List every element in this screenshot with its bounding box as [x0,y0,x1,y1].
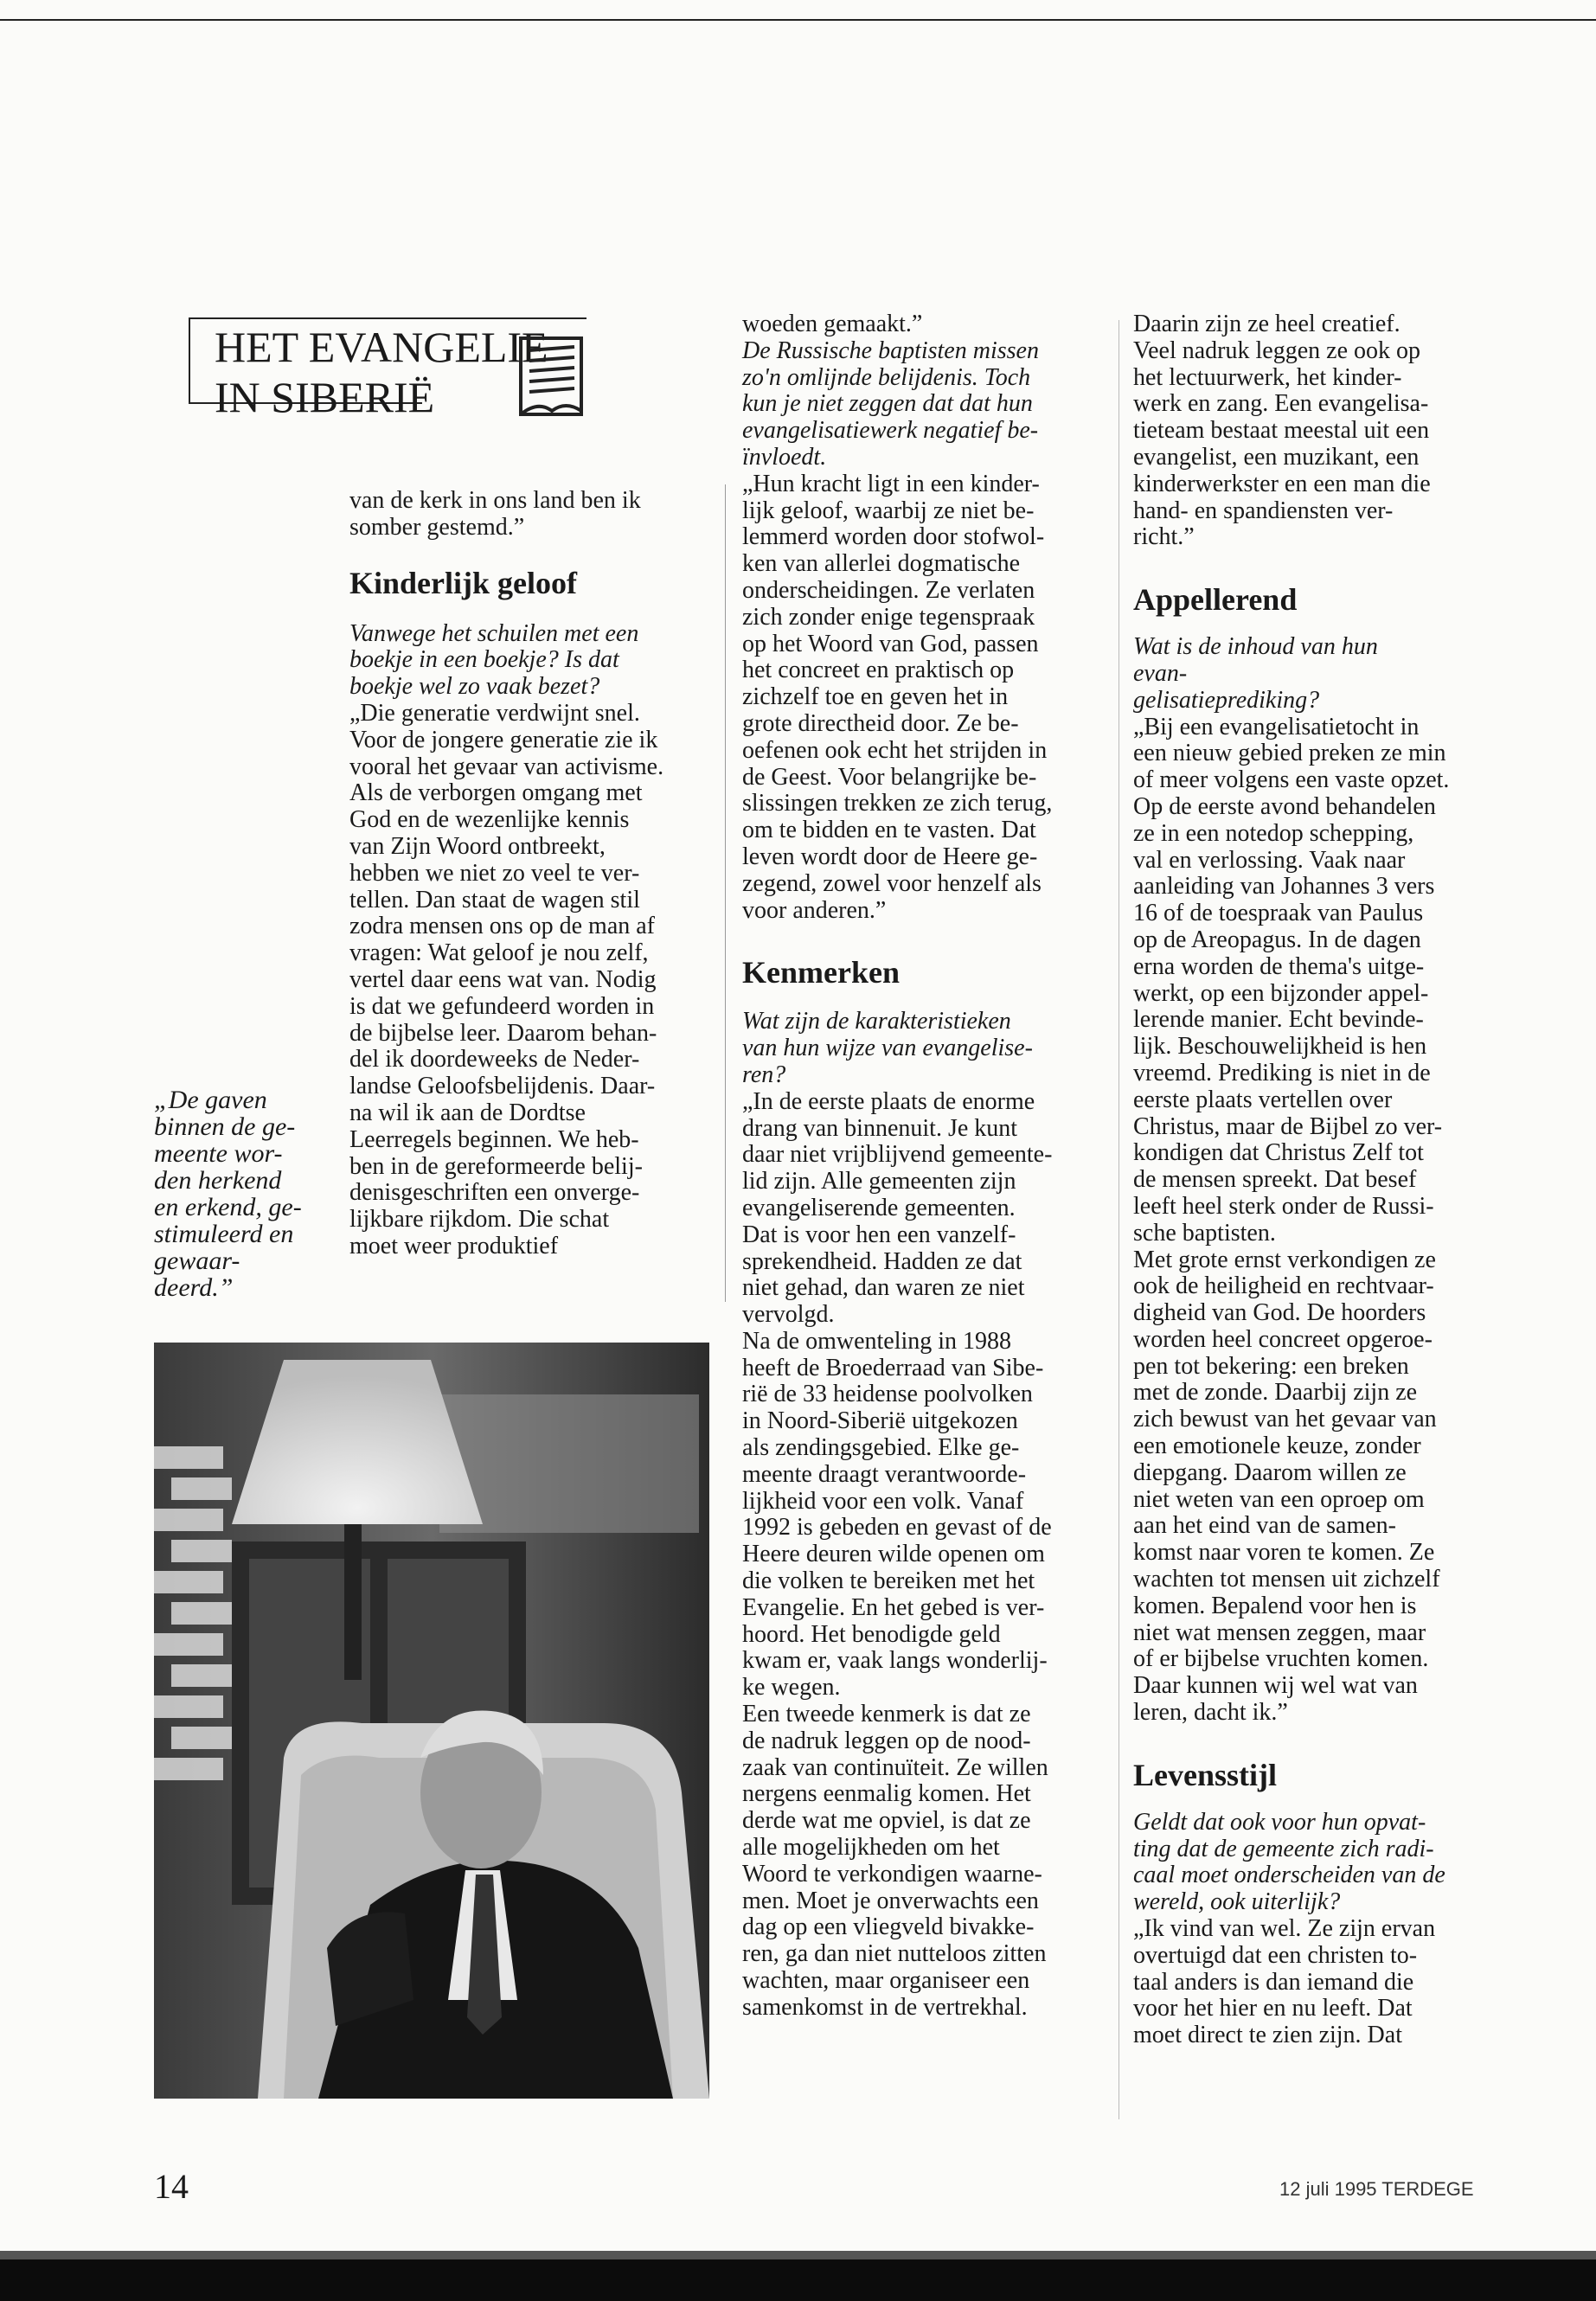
text-line: ke wegen. [742,1674,841,1702]
bottom-border [0,2259,1596,2301]
text-line: niet weten van een oproep om [1133,1485,1425,1513]
text-line: leven wordt door de Heere ge- [742,843,1038,870]
text-line: boekje in een boekje? Is dat [349,646,619,674]
pull-quote-line: gewaar- [154,1247,240,1275]
text-line: Dat is voor hen een vanzelf- [742,1221,1016,1248]
text-line: zich zonder enige tegenspraak [742,603,1035,631]
text-line: kondigen dat Christus Zelf tot [1133,1139,1424,1167]
pull-quote-line: den herkend [154,1166,282,1195]
text-line: vertel daar eens wat van. Nodig [349,965,657,993]
text-line: landse Geloofsbelijdenis. Daar- [349,1073,656,1100]
text-line: of er bijbelse vruchten komen. [1133,1645,1429,1673]
column-1 [349,488,713,1260]
text-line: diepgang. Daarom willen ze [1133,1458,1407,1486]
text-line: zich bewust van het gevaar van [1133,1406,1437,1433]
text-line: ting dat de gemeente zich radi- [1133,1835,1434,1862]
text-line: voor het hier en nu leeft. Dat [1133,1995,1413,2022]
text-line: van Zijn Woord ontbreekt, [349,832,606,860]
text-line: tieteam bestaat meestal uit een [1133,417,1430,445]
text-line: Vanwege het schuilen met een [349,619,639,647]
text-line: slissingen trekken ze zich terug, [742,790,1053,817]
text-line: Als de verborgen omgang met [349,779,643,807]
interview-question [349,621,713,701]
text-line: niet gehad, dan waren ze niet [742,1274,1025,1302]
text-line: vreemd. Prediking is niet in de [1133,1059,1431,1086]
text-line: Veel nadruk leggen ze ook op [1133,336,1420,364]
heading-kenmerken: Kenmerken [742,955,900,990]
text-line: evangeliserende gemeenten. [742,1194,1016,1221]
text-line: dag op een vliegveld bivakke- [742,1913,1035,1941]
text-line: „In de eerste plaats de enorme [742,1087,1035,1115]
text-line: een emotionele keuze, zonder [1133,1433,1421,1460]
text-line: ren, ga dan niet nutteloos zitten [742,1940,1047,1968]
text-line: leeft heel sterk onder de Russi- [1133,1192,1434,1220]
text-line: de bijbelse leer. Daarom behan- [349,1019,657,1047]
page-number: 14 [154,2167,189,2206]
text-line: meente draagt verantwoorde- [742,1460,1027,1488]
text-line: Voor de jongere generatie zie ik [349,726,658,753]
text-line: lijk. Beschouwelijkheid is hen [1133,1033,1427,1061]
text-line: zegend, zowel voor henzelf als [742,869,1042,897]
text-line: moet weer produktief [349,1232,559,1259]
interview-question [742,338,1106,471]
text-line: drang van binnenuit. Je kunt [742,1114,1018,1142]
text-line: lid zijn. Alle gemeenten zijn [742,1168,1016,1195]
pull-quote [154,1086,327,1301]
text-line: of meer volgens een vaste opzet. [1133,766,1450,794]
text-line: kwam er, vaak langs wonderlij- [742,1647,1048,1675]
text-line: van de kerk in ons land ben ik [349,487,641,514]
text-line: van hun wijze van evangelise- [742,1035,1033,1062]
text-line: moet direct te zien zijn. Dat [1133,2022,1402,2049]
man-seated-in-armchair-photo [154,1343,709,2099]
text-line: Geldt dat ook voor hun opvat- [1133,1808,1426,1836]
text-line: erna worden de thema's uitge- [1133,952,1425,980]
text-line: sprekendheid. Hadden ze dat [742,1247,1022,1275]
pull-quote-line: stimuleerd en [154,1220,294,1248]
issue-footer: 12 juli 1995 TERDEGE [1279,2178,1474,2200]
bottom-border-light [0,2251,1596,2259]
section-title-line2: IN SIBERIË [215,373,435,421]
text-line: zo'n omlijnde belijdenis. Toch [742,363,1031,391]
text-line: boekje wel zo vaak bezet? [349,673,600,701]
text-line: ken van allerlei dogmatische [742,550,1021,578]
column2-body2 [742,1089,1106,2022]
interview-question [742,1009,1106,1088]
text-line: lijkbare rijkdom. Die schat [349,1206,610,1234]
text-line: wereld, ook uiterlijk? [1133,1888,1341,1916]
pull-quote-line: binnen de ge- [154,1112,296,1141]
text-line: somber gestemd.” [349,513,525,541]
header-frame-left [189,317,190,404]
text-line: niet wat mensen zeggen, maar [1133,1618,1426,1646]
text-line: Heere deuren wilde openen om [742,1541,1045,1568]
text-line: worden heel concreet opgeroe- [1133,1325,1433,1353]
text-line: zichzelf toe en geven het in [742,683,1009,711]
heading-levensstijl: Levensstijl [1133,1757,1277,1792]
column1-body [349,701,713,1260]
text-line: tellen. Dan staat de wagen stil [349,886,640,913]
text-line: leren, dacht ik.” [1133,1699,1288,1727]
pull-quote-line: „De gaven [154,1086,267,1114]
text-line: samenkomst in de vertrekhal. [742,1993,1028,2021]
text-line: evangelist, een muzikant, een [1133,443,1420,471]
text-line: Wat is de inhoud van hun [1133,633,1378,661]
text-line: komen. Bepalend voor hen is [1133,1592,1417,1619]
text-line: een nieuw gebied preken ze min [1133,740,1446,767]
text-line: God en de wezenlijke kennis [349,806,630,834]
column-divider [1118,320,1119,2119]
text-line: de mensen spreekt. Dat besef [1133,1166,1417,1194]
text-line: het concreet en praktisch op [742,657,1015,684]
text-line: oefenen ook echt het strijden in [742,736,1048,764]
text-line: ook de heiligheid en rechtvaar- [1133,1272,1434,1300]
heading-appellerend: Appellerend [1133,582,1298,618]
interview-question [1133,1810,1514,1916]
text-line: richt.” [1133,523,1195,551]
text-line: Wat zijn de karakteristieken [742,1008,1011,1035]
text-line: derde wat me opviel, is dat ze [742,1807,1031,1835]
text-line: op de Areopagus. In de dagen [1133,926,1421,953]
text-line: evan- [1133,659,1188,687]
text-line: lijkheid voor een volk. Vanaf [742,1487,1024,1515]
text-line: de Geest. Voor belangrijke be- [742,763,1037,791]
top-rule [0,19,1596,21]
text-line: lerende manier. Echt bevinde- [1133,1006,1424,1034]
text-line: „Bij een evangelisatietocht in [1133,713,1420,740]
text-line: werk en zang. Een evangelisa- [1133,390,1429,418]
text-line: rië de 33 heidense poolvolken [742,1381,1033,1408]
text-line: na wil ik aan de Dordtse [349,1099,586,1126]
text-line: zaak van continuïteit. Ze willen [742,1753,1048,1781]
text-line: denisgeschriften een onverge- [349,1179,640,1207]
column2-intro [742,311,1106,338]
text-line: grote directheid door. Ze be- [742,709,1019,737]
section-header [189,317,586,423]
text-line: voor anderen.” [742,896,887,924]
text-line: Daar kunnen wij wel wat van [1133,1672,1418,1700]
text-line: „Ik vind van wel. Ze zijn ervan [1133,1915,1436,1943]
text-line: hand- en spandiensten ver- [1133,497,1394,524]
text-line: Een tweede kenmerk is dat ze [742,1701,1031,1728]
text-line: Daarin zijn ze heel creatief. [1133,311,1401,337]
text-line: de nadruk leggen op de nood- [742,1727,1031,1754]
text-line: 1992 is gebeden en gevast of de [742,1514,1052,1541]
text-line: „Die generatie verdwijnt snel. [349,699,640,727]
text-line: De Russische baptisten missen [742,336,1039,364]
text-line: nergens eenmalig komen. Het [742,1780,1031,1808]
text-line: Christus, maar de Bijbel zo ver- [1133,1112,1443,1140]
text-line: vervolgd. [742,1301,835,1329]
text-line: ben in de gereformeerde belij- [349,1152,643,1180]
section-title-line1: HET EVANGELIE [215,323,548,371]
text-line: ren? [742,1061,786,1088]
text-line: evangelisatiewerk negatief be- [742,417,1039,445]
text-line: hoord. Het benodigde geld [742,1620,1001,1648]
text-line: is dat we gefundeerd worden in [349,992,655,1020]
text-line: lijk geloof, waarbij ze niet be- [742,497,1035,524]
text-line: eerste plaats vertellen over [1133,1086,1393,1113]
column-3 [1133,311,1514,2049]
text-line: met de zonde. Daarbij zijn ze [1133,1379,1418,1407]
text-line: werkt, op een bijzonder appel- [1133,979,1429,1007]
text-line: kinderwerkster en een man die [1133,470,1431,497]
text-line: val en verlossing. Vaak naar [1133,846,1406,874]
pull-quote-line: en erkend, ge- [154,1193,302,1221]
header-frame-top [189,317,586,319]
book-icon [517,321,586,418]
text-line: Met grote ernst verkondigen ze [1133,1246,1436,1273]
column-divider [725,484,726,1302]
text-line: daar niet vrijblijvend gemeente- [742,1141,1053,1169]
pull-quote-line: deerd.” [154,1273,234,1302]
text-line: Na de omwenteling in 1988 [742,1327,1012,1355]
text-line: gelisatieprediking? [1133,686,1320,714]
text-line: vragen: Wat geloof je nou zelf, [349,939,649,967]
heading-kinderlijk-geloof: Kinderlijk geloof [349,565,577,600]
interview-question [1133,634,1514,714]
text-line: onderscheidingen. Ze verlaten [742,576,1035,604]
text-line: „Hun kracht ligt in een kinder- [742,470,1040,497]
text-line: digheid van God. De hoorders [1133,1299,1426,1327]
column3-body1 [1133,715,1514,1727]
text-line: vooral het gevaar van activisme. [349,753,664,780]
column1-intro [349,488,713,542]
text-line: alle mogelijkheden om het [742,1834,1000,1862]
column2-body1 [742,471,1106,925]
text-line: als zendingsgebied. Elke ge- [742,1434,1020,1462]
text-line: aan het eind van de samen- [1133,1512,1396,1540]
text-line: die volken te bereiken met het [742,1567,1035,1595]
text-line: komst naar voren te komen. Ze [1133,1539,1435,1567]
text-line: zodra mensen ons op de man af [349,913,655,940]
text-line: het lectuurwerk, het kinder- [1133,363,1402,391]
text-line: hebben we niet zo veel te ver- [349,859,640,887]
text-line: wachten, maar organiseer een [742,1967,1030,1995]
text-line: in Noord-Siberië uitgekozen [742,1407,1018,1435]
text-line: Op de eerste avond behandelen [1133,792,1436,820]
text-line: overtuigd dat een christen to- [1133,1941,1418,1969]
text-line: 16 of de toespraak van Paulus [1133,900,1424,927]
text-line: Leerregels beginnen. We heb- [349,1125,639,1153]
text-line: Evangelie. En het gebed is ver- [742,1593,1045,1621]
text-line: woeden gemaakt.” [742,311,923,337]
text-line: kun je niet zeggen dat dat hun [742,390,1033,418]
text-line: aanleiding van Johannes 3 vers [1133,873,1435,901]
text-line: Woord te verkondigen waarne- [742,1860,1042,1888]
text-line: lemmerd worden door stofwol- [742,523,1045,551]
text-line: sche baptisten. [1133,1219,1276,1247]
pull-quote-line: meente wor- [154,1139,283,1168]
column-2 [742,311,1106,2022]
text-line: op het Woord van God, passen [742,630,1039,657]
text-line: ze in een notedop schepping, [1133,819,1414,847]
text-line: heeft de Broederraad van Sibe- [742,1354,1044,1381]
text-line: men. Moet je onverwachts een [742,1887,1039,1914]
text-line: pen tot bekering: een breken [1133,1352,1409,1380]
text-line: wachten tot mensen uit zichzelf [1133,1566,1440,1593]
text-line: del ik doordeweeks de Neder- [349,1046,640,1074]
text-line: caal moet onderscheiden van de [1133,1862,1445,1889]
column3-intro [1133,311,1514,551]
text-line: ïnvloedt. [742,443,827,471]
text-line: om te bidden en te vasten. Dat [742,817,1036,844]
text-line: taal anders is dan iemand die [1133,1968,1414,1996]
column3-body2 [1133,1916,1514,2049]
